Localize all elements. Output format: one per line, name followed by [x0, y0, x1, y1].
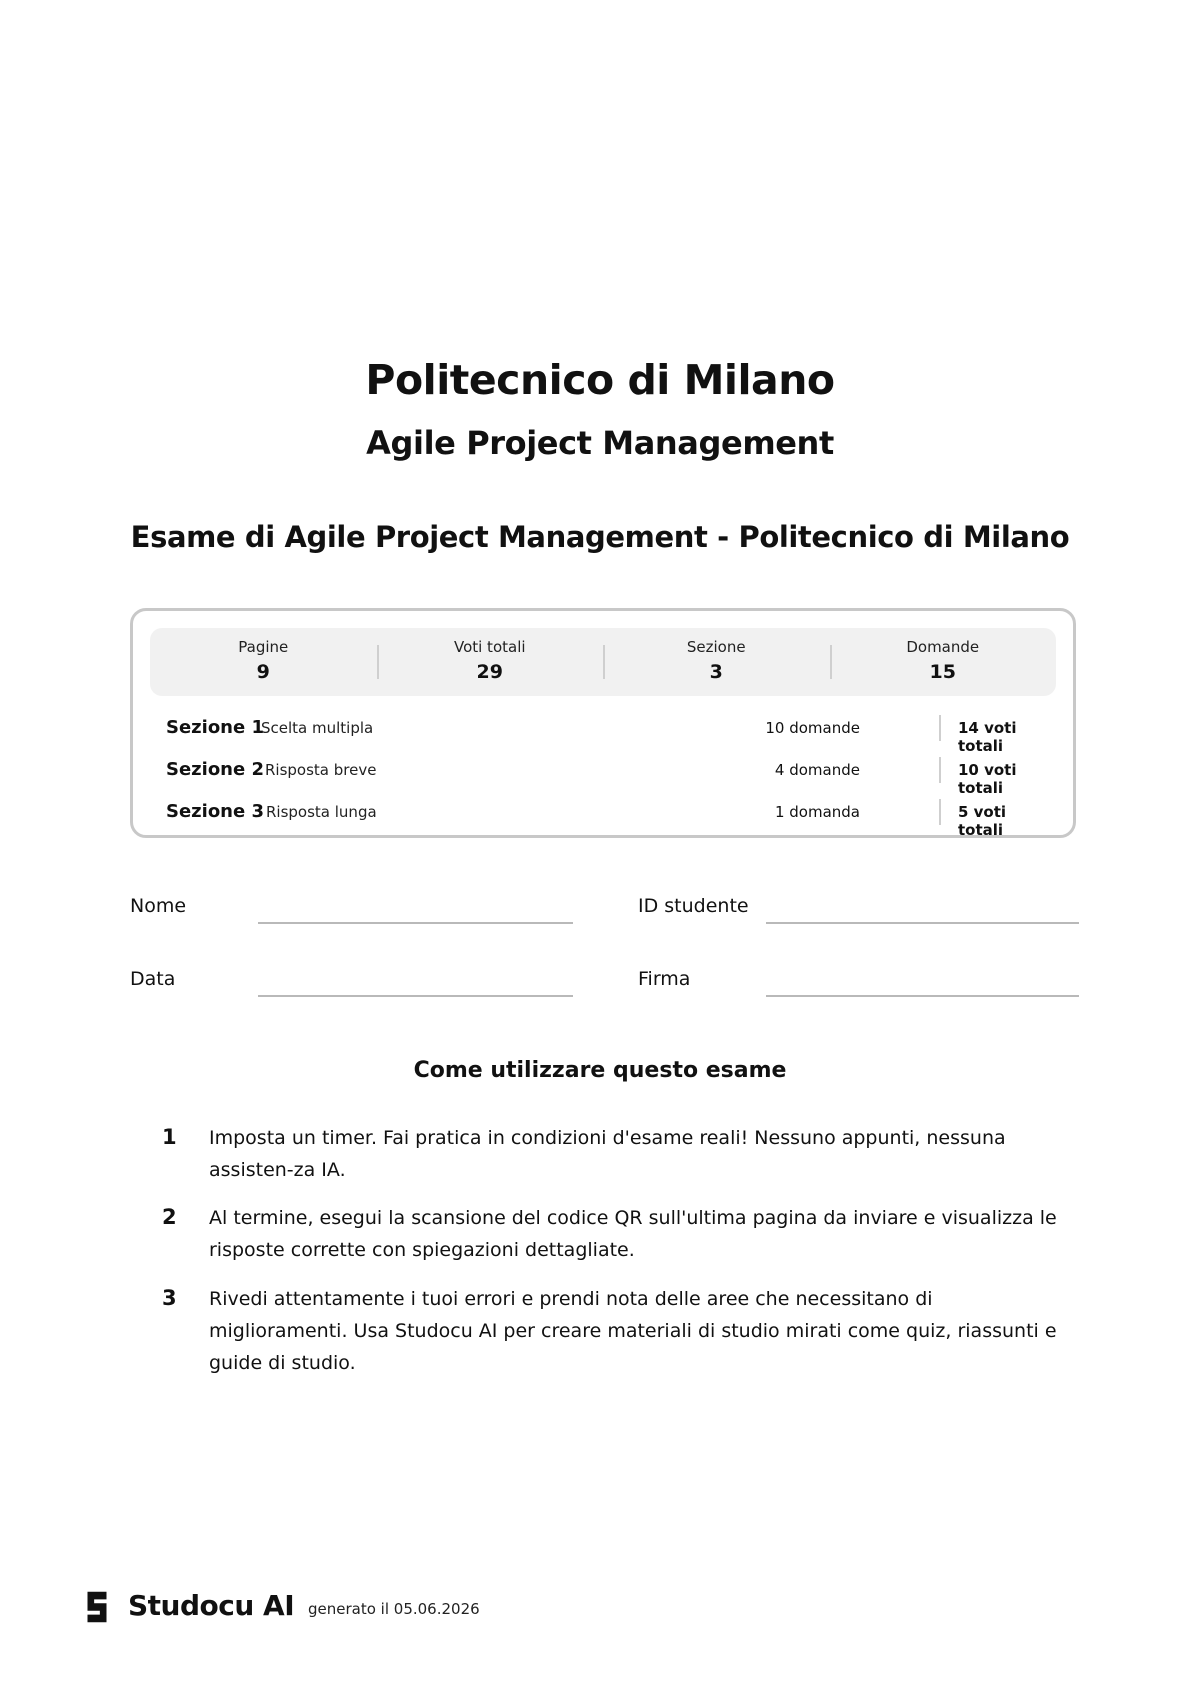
stat-value: 9	[256, 661, 270, 683]
course-title: Agile Project Management	[366, 424, 834, 462]
step-number: 3	[162, 1286, 177, 1310]
step-text: Imposta un timer. Fai pratica in condizioni d'esame reali! Nessuno appunti, nessuna assisten-za IA.	[209, 1127, 1006, 1181]
section-type: Scelta multipla	[261, 719, 374, 737]
name-field-line[interactable]	[258, 922, 573, 924]
stat-label: Sezione	[686, 638, 746, 656]
section-points: 14 voti totali	[958, 719, 1017, 755]
stat-sections	[603, 628, 830, 696]
date-field-line[interactable]	[258, 995, 573, 997]
signature-field-line[interactable]	[766, 995, 1079, 997]
student-id-label: ID studente	[638, 895, 749, 917]
instructions-title: Come utilizzare questo esame	[413, 1058, 787, 1083]
stat-value: 29	[476, 661, 503, 683]
signature-label: Firma	[638, 968, 691, 990]
stat-label: Domande	[906, 638, 980, 656]
stat-value: 3	[709, 661, 723, 683]
stat-questions	[830, 628, 1057, 696]
section-title: Sezione 3	[166, 801, 264, 822]
name-label: Nome	[130, 895, 187, 917]
step-text: Al termine, esegui la scansione del codice QR sull'ultima pagina da inviare e visualizza le risposte corrette con spiegazioni dettagliate.	[209, 1207, 1057, 1261]
generated-date: generato il 05.06.2026	[308, 1600, 480, 1618]
date-label: Data	[130, 968, 176, 990]
exam-title: Esame di Agile Project Management - Politecnico di Milano	[130, 520, 1070, 554]
section-row-3	[166, 795, 1046, 839]
studocu-logo-icon	[78, 1588, 116, 1626]
step-number: 1	[162, 1125, 177, 1149]
section-divider	[939, 799, 941, 825]
student-id-field-line[interactable]	[766, 922, 1079, 924]
stat-total-points	[377, 628, 604, 696]
stat-label: Pagine	[238, 638, 289, 656]
institution-title: Politecnico di Milano	[365, 356, 835, 404]
stat-pages	[150, 628, 377, 696]
step-text: Rivedi attentamente i tuoi errori e prendi nota delle aree che necessitano di miglioramenti. Usa Studocu AI per creare materiali di studio mirati come quiz, riassunti e guide di studio.	[209, 1288, 1057, 1374]
stat-value: 15	[929, 661, 956, 683]
section-row-1	[166, 711, 1046, 755]
section-divider	[939, 715, 941, 741]
section-question-count: 10 domande	[765, 719, 860, 737]
section-type: Risposta lunga	[266, 803, 377, 821]
section-points: 5 voti totali	[958, 803, 1007, 839]
footer-brand: Studocu AI	[128, 1589, 295, 1622]
section-points: 10 voti totali	[958, 761, 1017, 797]
stats-bar	[150, 628, 1056, 696]
exam-summary-box	[130, 608, 1076, 838]
section-question-count: 1 domanda	[774, 803, 860, 821]
section-row-2	[166, 753, 1046, 797]
section-title: Sezione 2	[166, 759, 264, 780]
section-question-count: 4 domande	[774, 761, 860, 779]
section-type: Risposta breve	[265, 761, 377, 779]
stat-label: Voti totali	[453, 638, 526, 656]
section-divider	[939, 757, 941, 783]
step-number: 2	[162, 1205, 177, 1229]
section-title: Sezione 1	[166, 717, 264, 738]
